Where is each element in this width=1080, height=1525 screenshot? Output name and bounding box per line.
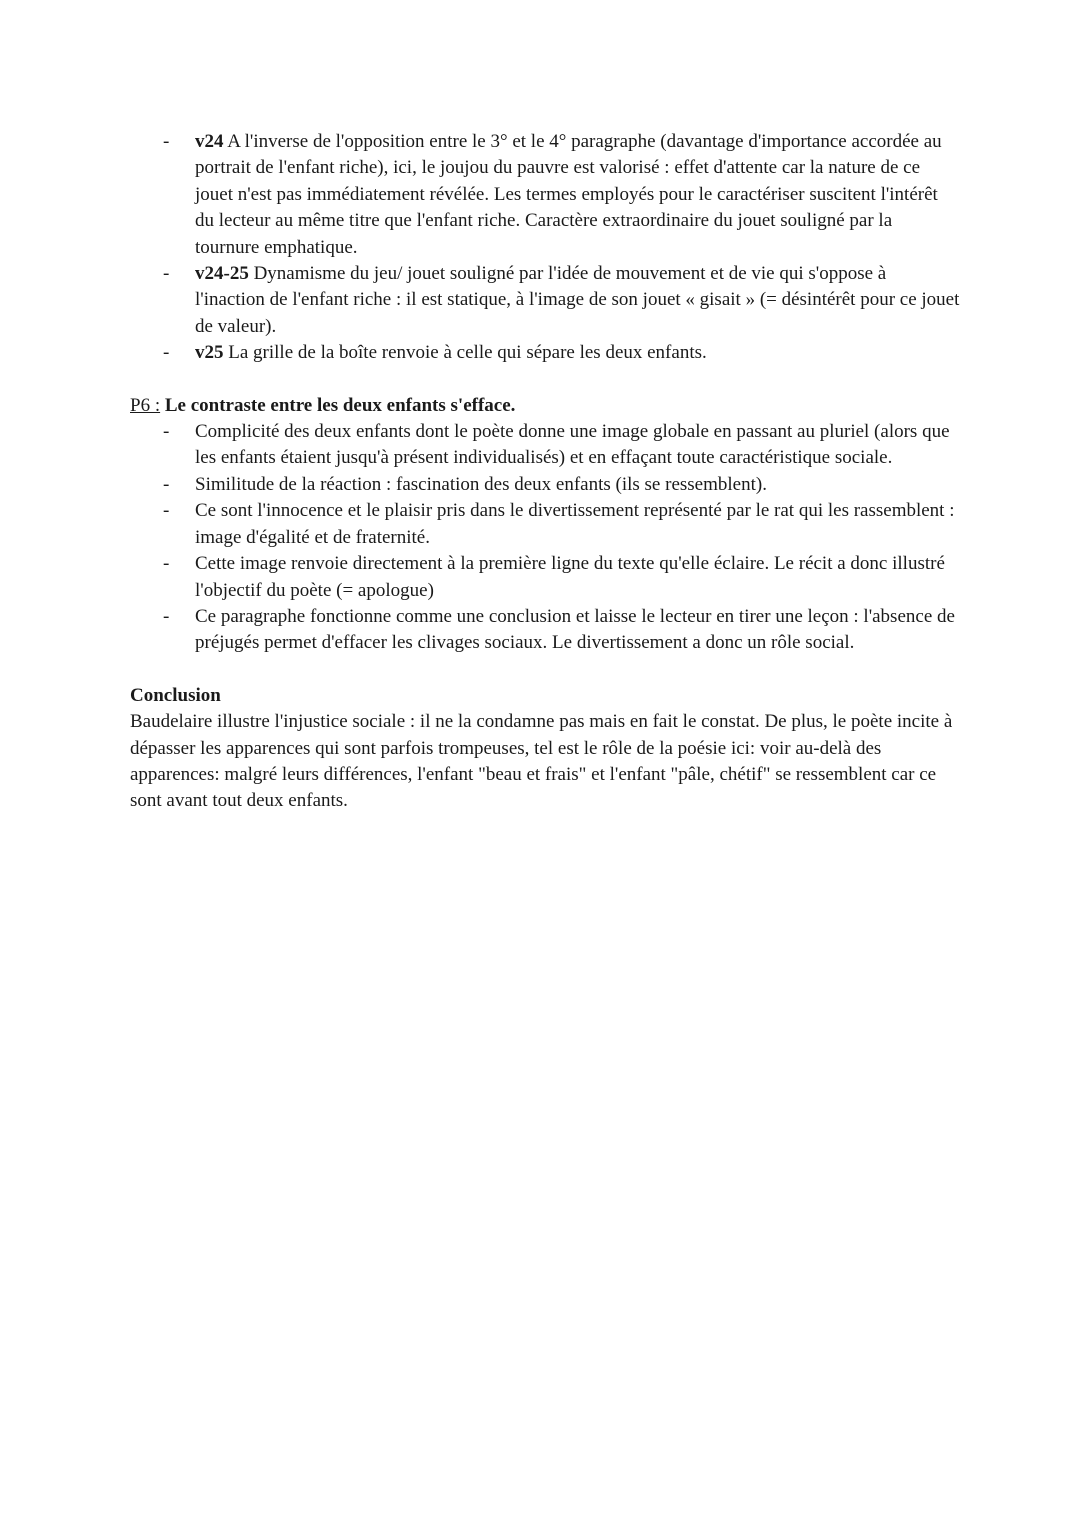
p6-bullet-list <box>130 419 960 657</box>
list-item-text: Ce paragraphe fonctionne comme une conclusion et laisse le lecteur en tirer une leçon : l'absence de préjugés permet d'effacer les clivages sociaux. Le divertissement a donc un rôle social. <box>195 605 955 654</box>
bullet-dash: - <box>163 500 170 522</box>
list-item-text: Ce sont l'innocence et le plaisir pris dans le divertissement représenté par le rat qui les rassemblent : image d'égalité et de fraternité. <box>195 500 955 548</box>
verse-reference: v24 <box>195 131 224 152</box>
conclusion-heading: Conclusion <box>130 684 221 706</box>
bullet-dash: - <box>163 131 170 152</box>
list-item-text: A l'inverse de l'opposition entre le 3° et le 4° paragraphe (davantage d'importance accordée au portrait de l'enfant riche), ici, le joujou du pauvre est valorisé : effet d'attente car la nature de ce jouet n'est pas immédiatement révélée. Les termes employés pour le caractériser suscitent l'intérêt du lecteur au même titre que l'enfant riche. Caractère extraordinaire du jouet souligné par la tournure emphatique. <box>195 131 942 258</box>
list-item <box>130 340 960 366</box>
document-page <box>130 129 960 815</box>
list-item-text: Cette image renvoie directement à la première ligne du texte qu'elle éclaire. Le récit a donc illustré l'objectif du poète (= apologue) <box>195 553 945 601</box>
list-item <box>130 129 960 261</box>
list-item-text: Similitude de la réaction : fascination des deux enfants (ils se ressemblent). <box>195 473 767 495</box>
list-item-text: Complicité des deux enfants dont le poète donne une image globale en passant au pluriel (alors que les enfants étaient jusqu'à présent individualisés) et en effaçant toute caractéristique sociale. <box>195 421 950 469</box>
verse-reference: v24-25 <box>195 263 249 285</box>
list-item <box>130 261 960 340</box>
verse-reference: v25 <box>195 342 224 364</box>
bullet-dash: - <box>163 263 170 285</box>
list-item <box>130 498 960 551</box>
list-item-text: La grille de la boîte renvoie à celle qui sépare les deux enfants. <box>223 342 707 364</box>
list-item <box>130 551 960 604</box>
list-item-text: Dynamisme du jeu/ jouet souligné par l'idée de mouvement et de vie qui s'oppose à l'inaction de l'enfant riche : il est statique, à l'image de son jouet « gisait » (= désintérêt pour ce jouet de valeur). <box>195 263 960 337</box>
conclusion-paragraph: Baudelaire illustre l'injustice sociale : il ne la condamne pas mais en fait le constat. De plus, le poète incite à dépasser les apparences qui sont parfois trompeuses, tel est le rôle de la poésie ici: voir au-delà des apparences: malgré leurs différences, l'enfant "beau et frais" et l'enfant "pâle, chétif" se ressemblent car ce sont avant tout deux enfants. <box>130 711 953 812</box>
bullet-dash: - <box>163 605 170 627</box>
p5-bullet-list <box>130 129 960 367</box>
bullet-dash: - <box>163 553 170 575</box>
list-item <box>130 604 960 657</box>
section-tag: P6 : <box>130 394 161 416</box>
bullet-dash: - <box>163 473 170 495</box>
section-heading-p6 <box>130 393 960 419</box>
list-item <box>130 419 960 472</box>
section-title: Le contraste entre les deux enfants s'efface. <box>164 394 516 416</box>
bullet-dash: - <box>163 342 170 364</box>
bullet-dash: - <box>163 421 170 443</box>
list-item <box>130 472 960 498</box>
